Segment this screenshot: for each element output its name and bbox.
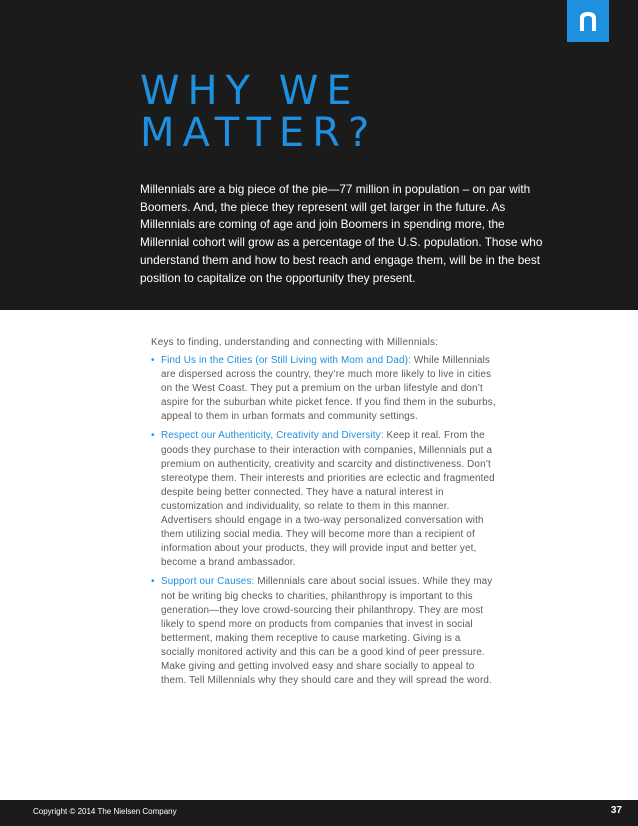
- bullet-icon: •: [151, 576, 155, 588]
- list-item: [151, 354, 496, 424]
- bullet-text: While Millennials are dispersed across the country, they’re much more likely to live in cities on the West Coast. They put a premium on the urban lifestyle and don’t aspire for the suburban white picket fence. If you find them in the suburbs, appeal to them in urban formats and community settings.: [161, 355, 496, 423]
- bullet-icon: •: [151, 430, 155, 442]
- page-footer: [0, 800, 638, 826]
- title-line-1: WHY WE: [140, 68, 360, 114]
- copyright-text: Copyright © 2014 The Nielsen Company: [33, 807, 177, 816]
- keys-heading: Keys to finding, understanding and connecting with Millennials:: [151, 337, 439, 348]
- keys-list: [151, 354, 496, 688]
- list-item: [151, 575, 496, 688]
- bullet-lead: Respect our Authenticity, Creativity and Diversity:: [161, 430, 384, 442]
- bullet-text: Keep it real. From the goods they purchase to their interaction with companies, Millennials put a premium on authenticity, creativity and scarcity and distinctiveness. Don’t stereotype them. Their interests and priorities are eclectic and fragmented despite being better connected. They have a natural interest in customization and individuality, so relate to them in this manner. Advertisers should engage in a two-way personalized conversation with them utilizing social media. They will become more than a recipient of information about your products, they will provide input and better yet, become a brand ambassador.: [161, 430, 495, 569]
- list-item: [151, 429, 496, 570]
- intro-paragraph: Millennials are a big piece of the pie—77 million in population – on par with Boomers. And, the piece they represent will get larger in the future. As Millennials are coming of age and join Boomers in spending more, the Millennial cohort will grow as a percentage of the U.S. population. Those who understand them and how to best reach and engage them, will be in the best position to capitalize on the opportunity they present.: [140, 182, 543, 285]
- hero-banner: [0, 0, 638, 310]
- page-number: 37: [610, 805, 622, 816]
- nielsen-n-icon: [577, 9, 599, 33]
- bullet-lead: Support our Causes:: [161, 576, 255, 588]
- nielsen-logo: [567, 0, 609, 42]
- page-title: [140, 70, 560, 154]
- title-line-2: MATTER?: [140, 110, 378, 156]
- bullet-text: Millennials care about social issues. While they may not be writing big checks to charities, philanthropy is important to this generation—they love crowd-sourcing their philanthropy. They are most likely to spend more on products from companies that invest in social betterment, making them receptive to cause marketing. Giving is a socially monitored activity and this can be a good kind of peer pressure. Make giving and getting involved easy and share socially to appeal to them. Tell Millennials why they should care and they will spread the word.: [161, 576, 493, 687]
- bullet-icon: •: [151, 355, 155, 366]
- bullet-lead: Find Us in the Cities (or Still Living with Mom and Dad):: [161, 355, 412, 366]
